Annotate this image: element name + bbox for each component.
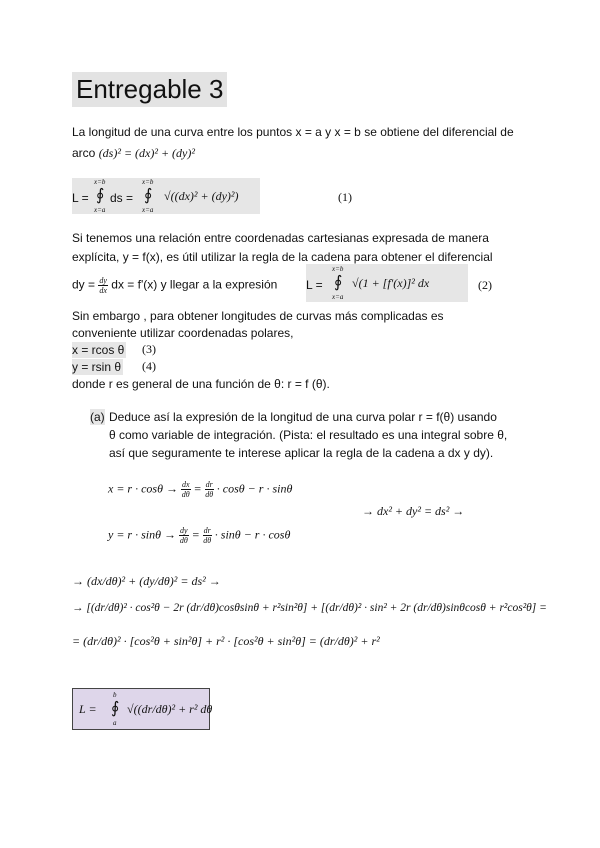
- intro-line-2: [72, 145, 195, 161]
- dy-dx-fraction: $\frac{dy}{dx}$: [99, 276, 107, 295]
- result-lhs: L =: [79, 702, 97, 716]
- eq1-lhs: L =: [72, 191, 89, 205]
- derivation-simplify-line: = (dr/dθ)² · [cos²θ + sin²θ] + r² · [cos²θ + sin²θ] = (dr/dθ)² + r²: [72, 634, 380, 648]
- para2-line-2: explícita, y = f(x), es útil utilizar la regla de la cadena para obtener el diferencial: [72, 250, 493, 264]
- question-line-3: así que seguramente te interese aplicar la regla de la cadena a dx y dy).: [109, 446, 494, 460]
- eq2-lhs: L =: [306, 278, 323, 292]
- eq2-upper-limit: x=b: [332, 265, 344, 273]
- eq2-label: (2): [478, 278, 492, 292]
- para3-line-2: conveniente utilizar coordenadas polares,: [72, 326, 294, 340]
- integral-sign-icon: ∮: [96, 185, 105, 204]
- equation-2: [306, 264, 468, 302]
- derivation-sum-line: → (dx/dθ)² + (dy/dθ)² = ds² →: [72, 574, 221, 588]
- eq3-label: (3): [142, 342, 156, 356]
- derivation-expand-line: → [(dr/dθ)² · cos²θ − 2r (dr/dθ)cosθsinθ + r²sin²θ] + [(dr/dθ)² · sin² + 2r (dr/dθ)sinθcosθ + r²cos²θ] =: [72, 602, 547, 614]
- result-lower-limit: a: [113, 719, 117, 727]
- intro-arco: arco: [72, 146, 96, 160]
- question-line-1: Deduce así la expresión de la longitud de una curva polar r = f(θ) usando: [109, 410, 497, 424]
- question-line-2: θ como variable de integración. (Pista: el resultado es una integral sobre θ,: [109, 428, 508, 442]
- eq4-label: (4): [142, 359, 156, 373]
- result-integrand: √((dr/dθ)² + r² dθ: [127, 702, 213, 716]
- question-tag: (a): [90, 410, 105, 424]
- para3-line-3: donde r es general de una función de θ: r = f (θ).: [72, 377, 330, 391]
- para2-line-1: Si tenemos una relación entre coordenadas cartesianas expresada de manera: [72, 231, 489, 245]
- eq2-integrand: √(1 + [f'(x)]² dx: [352, 276, 430, 290]
- integral-sign-icon-3: ∮: [334, 272, 343, 291]
- derivation-arrow-line: → dx² + dy² = ds² →: [362, 504, 465, 518]
- derivation-y-line: y = r · sinθ → $\frac{dy}{d\theta}$ = $\frac{dr}{d\theta}$ · sinθ − r · cosθ: [108, 526, 291, 545]
- chain-rule-text: dx = f'(x) y llegar a la expresión: [111, 277, 278, 292]
- eq1-upper-limit-1: x=b: [94, 178, 106, 186]
- dy-equals: dy =: [72, 277, 96, 292]
- para2-line-3: [72, 276, 277, 295]
- arc-differential-equation: (ds)² = (dx)² + (dy)²: [98, 146, 195, 160]
- equation-3: x = rcos θ: [72, 343, 125, 357]
- para3-line-1: Sin embargo , para obtener longitudes de curvas más complicadas es: [72, 309, 444, 323]
- eq2-lower-limit: x=a: [332, 293, 344, 301]
- eq1-mid: ds =: [110, 191, 134, 205]
- eq1-integrand: √((dx)² + (dy)²): [164, 189, 239, 203]
- eq1-label: (1): [338, 190, 352, 204]
- page-title: Entregable 3: [72, 72, 227, 107]
- integral-sign-icon-2: ∮: [144, 185, 153, 204]
- result-upper-limit: b: [113, 691, 117, 699]
- eq1-upper-limit-2: x=b: [142, 178, 154, 186]
- eq1-lower-limit-2: x=a: [142, 206, 154, 214]
- integral-sign-icon-4: ∮: [111, 698, 120, 717]
- equation-4: y = rsin θ: [72, 360, 122, 374]
- eq1-lower-limit-1: x=a: [94, 206, 106, 214]
- intro-line-1: La longitud de una curva entre los puntos x = a y x = b se obtiene del diferencial de: [72, 125, 514, 139]
- result-box: [72, 688, 213, 730]
- derivation-x-line: x = r · cosθ → $\frac{dx}{d\theta}$ = $\frac{dr}{d\theta}$ · cosθ − r · sinθ: [108, 480, 293, 499]
- equation-1: [72, 178, 260, 214]
